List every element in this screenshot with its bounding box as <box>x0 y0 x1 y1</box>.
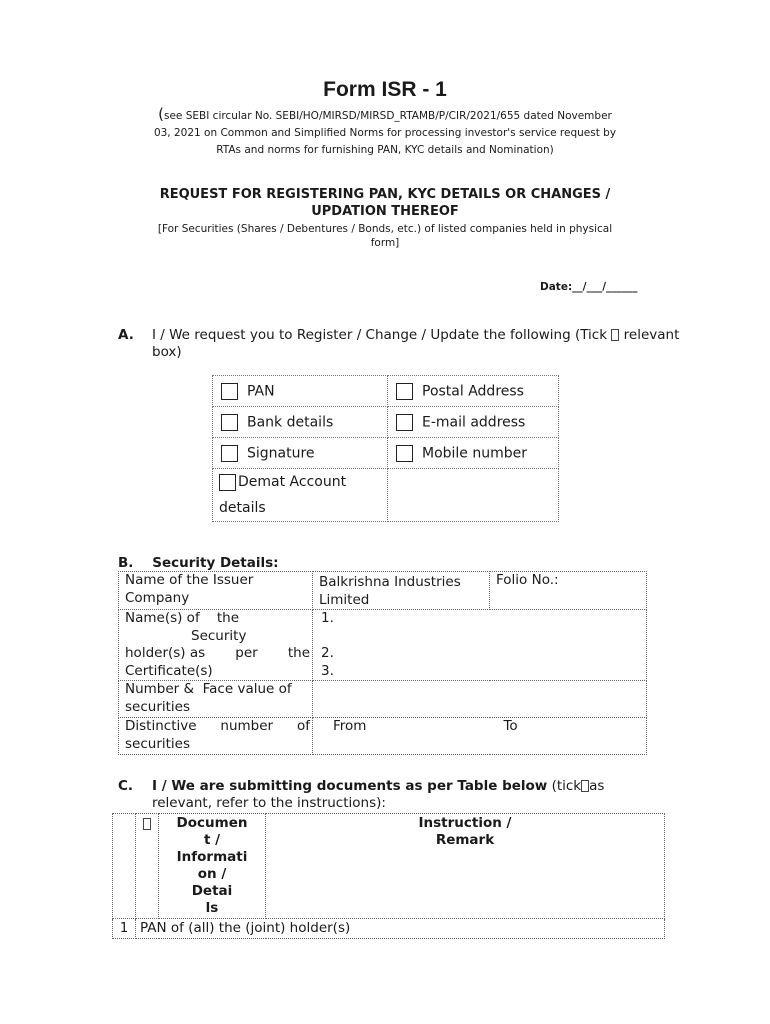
bank-details-label: Bank details <box>247 414 334 430</box>
issuer-value-cell[interactable] <box>313 572 490 610</box>
row-document-text: PAN of (all) the (joint) holder(s) <box>136 919 665 939</box>
document-column-header <box>159 814 266 919</box>
instruction-header-2: Remark <box>435 832 495 848</box>
circular-line-1: see SEBI circular No. SEBI/HO/MIRSD/MIRSD_RTAMB/P/CIR/2021/655 dated November <box>164 110 612 122</box>
holder-1: 1. <box>321 610 334 626</box>
holders-label-1: Name(s) of the <box>125 610 240 626</box>
tick-glyph-icon <box>581 780 589 792</box>
number-value-cell[interactable] <box>313 681 647 718</box>
postal-address-label: Postal Address <box>422 383 524 399</box>
holders-label-cell <box>119 610 313 681</box>
open-paren: ( <box>158 105 164 123</box>
holders-label-2: Security <box>191 627 247 644</box>
number-label-cell <box>119 681 313 718</box>
blank-corner-cell <box>113 814 136 919</box>
pan-label: PAN <box>247 383 275 399</box>
securities-note-line-2: form] <box>370 237 400 249</box>
section-a-text-3: box) <box>152 344 182 360</box>
folio-label: Folio No.: <box>496 572 559 588</box>
document-header-1: Documen <box>176 815 248 831</box>
signature-checkbox[interactable] <box>221 445 238 462</box>
section-c-text-3: relevant, refer to the instructions): <box>152 795 386 811</box>
empty-option-cell <box>388 469 559 522</box>
table-row <box>113 919 665 939</box>
section-c-bold-text: I / We are submitting documents as per Table below <box>152 778 548 794</box>
request-line-2: UPDATION THEREOF <box>311 204 459 219</box>
issuer-label-1: Name of the Issuer <box>125 572 254 588</box>
holders-value-cell[interactable] <box>313 610 647 681</box>
circular-line-3: RTAs and norms for furnishing PAN, KYC details and Nomination) <box>216 144 554 156</box>
date-field[interactable]: Date:__/___/______ <box>540 281 638 293</box>
change-options-table <box>212 375 559 522</box>
request-line-1: REQUEST FOR REGISTERING PAN, KYC DETAILS OR CHANGES / <box>159 187 611 202</box>
securities-note-line-1: [For Securities (Shares / Debentures / Bonds, etc.) of listed companies held in physical <box>157 223 613 235</box>
tick-glyph-icon <box>611 329 619 341</box>
issuer-label-2: Company <box>125 589 190 606</box>
tick-column-header <box>136 814 159 919</box>
distinctive-label-1c: of <box>296 718 310 734</box>
distinctive-label-2: securities <box>125 735 191 752</box>
distinctive-label-1b: number <box>220 718 274 734</box>
option-pan[interactable] <box>213 376 388 407</box>
demat-label-1: Demat Account <box>238 474 347 490</box>
document-header-3: Informati <box>176 849 248 865</box>
option-demat[interactable] <box>213 469 388 522</box>
distinctive-value-cell[interactable] <box>313 718 647 755</box>
issuer-label-cell <box>119 572 313 610</box>
section-c-text-2: as <box>589 778 605 794</box>
holder-3: 3. <box>321 662 334 679</box>
bank-details-checkbox[interactable] <box>221 414 238 431</box>
email-label: E-mail address <box>422 414 526 430</box>
demat-checkbox[interactable] <box>219 474 236 491</box>
issuer-value-1: Balkrishna Industries <box>319 574 461 590</box>
signature-label: Signature <box>247 445 315 461</box>
holders-label-3c: the <box>287 645 310 661</box>
holders-label-3a: holder(s) as <box>125 645 206 661</box>
to-label: To <box>503 718 518 734</box>
option-mobile[interactable] <box>388 438 559 469</box>
circular-line-2: 03, 2021 on Common and Simplified Norms for processing investor's service request by <box>153 127 617 139</box>
email-checkbox[interactable] <box>396 414 413 431</box>
document-header-6: ls <box>205 900 219 916</box>
section-a-letter: A. <box>118 327 134 343</box>
request-heading <box>120 186 650 220</box>
option-bank-details[interactable] <box>213 407 388 438</box>
security-details-table <box>118 571 647 755</box>
circular-reference <box>112 106 658 159</box>
instruction-header-1: Instruction / <box>418 815 512 831</box>
issuer-value-2: Limited <box>319 591 370 608</box>
securities-note <box>120 222 650 250</box>
section-a-text-2: relevant <box>623 327 680 343</box>
option-postal-address[interactable] <box>388 376 559 407</box>
section-c-text <box>152 778 712 812</box>
mobile-checkbox[interactable] <box>396 445 413 462</box>
tick-glyph-icon <box>143 818 151 830</box>
from-label: From <box>333 718 367 734</box>
form-title: Form ISR - 1 <box>323 78 447 101</box>
postal-address-checkbox[interactable] <box>396 383 413 400</box>
section-c-text-1: (tick <box>551 778 582 794</box>
folio-cell[interactable] <box>490 572 647 610</box>
documents-table <box>112 813 665 939</box>
distinctive-label-1 <box>125 718 312 736</box>
holder-2: 2. <box>321 645 334 661</box>
demat-label-2: details <box>219 500 266 516</box>
holders-label-3b: per <box>235 645 258 661</box>
number-label-1: Number & Face value of <box>125 681 292 697</box>
document-header-4: on / <box>197 866 227 882</box>
distinctive-label-1a: Distinctive <box>125 718 197 734</box>
document-header-5: Detai <box>191 883 233 899</box>
document-header-2: t / <box>203 832 221 848</box>
row-number: 1 <box>113 919 136 939</box>
section-b-heading: B. Security Details: <box>118 555 279 571</box>
instruction-column-header <box>266 814 665 919</box>
holders-label-4: Certificate(s) <box>125 662 213 679</box>
section-a-text <box>152 327 722 361</box>
holders-label-3 <box>125 645 312 663</box>
section-c-letter: C. <box>118 778 134 794</box>
option-email[interactable] <box>388 407 559 438</box>
section-a-text-1: I / We request you to Register / Change / Update the following (Tick <box>152 327 608 343</box>
option-signature[interactable] <box>213 438 388 469</box>
distinctive-label-cell <box>119 718 313 755</box>
pan-checkbox[interactable] <box>221 383 238 400</box>
number-label-2: securities <box>125 698 191 715</box>
mobile-label: Mobile number <box>422 445 528 461</box>
